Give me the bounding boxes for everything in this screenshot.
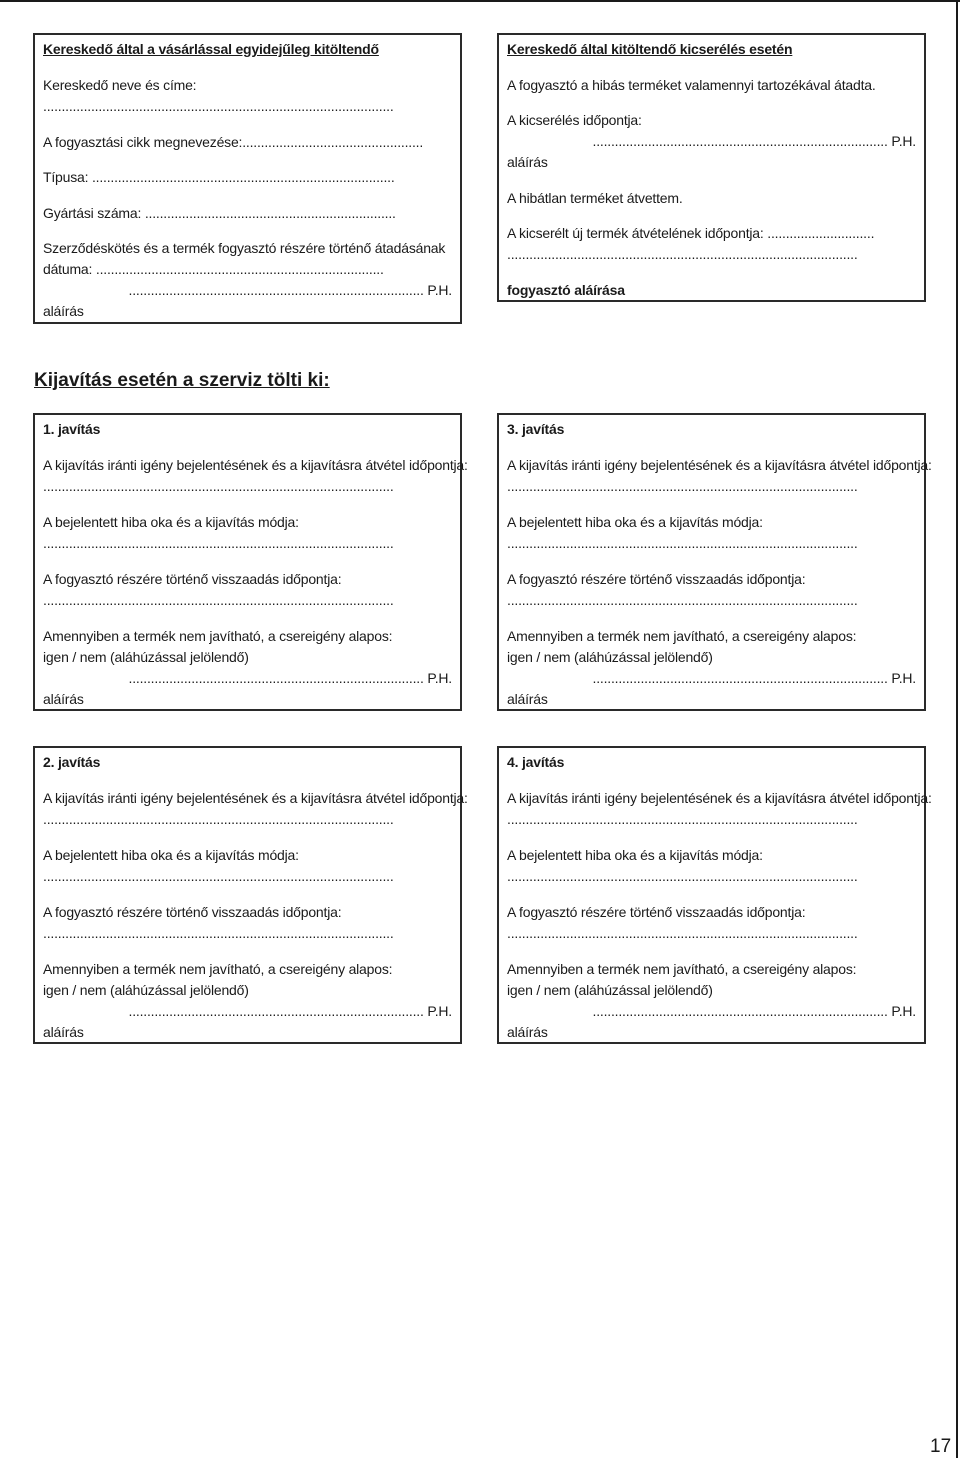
replacement-claim-label: Amennyiben a termék nem javítható, a csereigény alapos: xyxy=(507,628,857,644)
retailer-name-address-field[interactable]: ............................................................................................... xyxy=(43,98,394,114)
signature-label: aláírás xyxy=(43,1024,84,1040)
fault-cause-field[interactable]: ............................................................................................... xyxy=(43,535,394,551)
top-border-rule xyxy=(0,0,960,2)
return-date-field[interactable]: ............................................................................................... xyxy=(507,592,858,608)
stamp-line[interactable]: ................................................................................ P.H. xyxy=(128,670,452,686)
return-date-field[interactable]: ............................................................................................... xyxy=(43,925,394,941)
fault-cause-field[interactable]: ............................................................................................... xyxy=(43,868,394,884)
replacement-claim-label: Amennyiben a termék nem javítható, a csereigény alapos: xyxy=(43,628,393,644)
replacement-claim-label: Amennyiben a termék nem javítható, a csereigény alapos: xyxy=(507,961,857,977)
retailer-purchase-box xyxy=(33,33,462,324)
stamp-line[interactable]: ................................................................................ P.H. xyxy=(128,282,452,298)
signature-label: aláírás xyxy=(43,303,84,319)
service-section-title: Kijavítás esetén a szerviz tölti ki: xyxy=(34,370,330,391)
signature-label: aláírás xyxy=(507,691,548,707)
received-text: A hibátlan terméket átvettem. xyxy=(507,190,683,206)
fault-cause-label: A bejelentett hiba oka és a kijavítás módja: xyxy=(507,847,763,863)
fault-cause-field[interactable]: ............................................................................................... xyxy=(507,535,858,551)
signature-label: aláírás xyxy=(507,1024,548,1040)
request-date-label: A kijavítás iránti igény bejelentésének és a kijavításra átvétel időpontja: xyxy=(43,457,468,473)
retailer-exchange-box xyxy=(497,33,926,302)
request-date-label: A kijavítás iránti igény bejelentésének és a kijavításra átvétel időpontja: xyxy=(507,457,932,473)
return-date-label: A fogyasztó részére történő visszaadás időpontja: xyxy=(43,571,342,587)
fault-cause-label: A bejelentett hiba oka és a kijavítás módja: xyxy=(43,514,299,530)
repair-box-4 xyxy=(497,746,932,1044)
consumer-signature-field[interactable]: ............................................................................................... xyxy=(507,246,858,262)
request-date-label: A kijavítás iránti igény bejelentésének és a kijavításra átvétel időpontja: xyxy=(43,790,468,806)
request-date-field[interactable]: ............................................................................................... xyxy=(43,811,394,827)
serial-number-field[interactable]: Gyártási száma: .................................................................... xyxy=(43,205,396,221)
request-date-label: A kijavítás iránti igény bejelentésének és a kijavításra átvétel időpontja: xyxy=(507,790,932,806)
product-name-field[interactable]: A fogyasztási cikk megnevezése:................................................. xyxy=(43,134,424,150)
return-date-label: A fogyasztó részére történő visszaadás időpontja: xyxy=(43,904,342,920)
request-date-field[interactable]: ............................................................................................... xyxy=(43,478,394,494)
repair-title: 2. javítás xyxy=(43,754,101,770)
return-date-field[interactable]: ............................................................................................... xyxy=(43,592,394,608)
replacement-claim-label: Amennyiben a termék nem javítható, a csereigény alapos: xyxy=(43,961,393,977)
signature-label: aláírás xyxy=(43,691,84,707)
product-type-field[interactable]: Típusa: .................................................................................. xyxy=(43,169,395,185)
stamp-line[interactable]: ................................................................................ P.H. xyxy=(592,1003,916,1019)
request-date-field[interactable]: ............................................................................................... xyxy=(507,811,858,827)
yes-no-choice[interactable]: igen / nem (aláhúzással jelölendő) xyxy=(43,982,249,998)
stamp-line[interactable]: ................................................................................ P.H. xyxy=(128,1003,452,1019)
exchange-date-label: A kicserélés időpontja: xyxy=(507,112,642,128)
page-number: 17 xyxy=(930,1436,952,1457)
return-date-label: A fogyasztó részére történő visszaadás időpontja: xyxy=(507,904,806,920)
yes-no-choice[interactable]: igen / nem (aláhúzással jelölendő) xyxy=(43,649,249,665)
repair-box-3 xyxy=(497,413,932,711)
return-date-label: A fogyasztó részére történő visszaadás időpontja: xyxy=(507,571,806,587)
repair-title: 4. javítás xyxy=(507,754,565,770)
repair-box-2 xyxy=(33,746,468,1044)
right-border-rule xyxy=(956,0,958,1458)
retailer-purchase-heading: Kereskedő által a vásárlással egyidejűleg kitöltendő xyxy=(43,41,379,57)
fault-cause-label: A bejelentett hiba oka és a kijavítás módja: xyxy=(507,514,763,530)
contract-date-label: Szerződéskötés és a termék fogyasztó részére történő átadásának xyxy=(43,240,446,256)
consumer-signature-label: fogyasztó aláírása xyxy=(507,282,625,298)
retailer-exchange-heading: Kereskedő által kitöltendő kicserélés esetén xyxy=(507,41,793,57)
new-product-date-field[interactable]: A kicserélt új termék átvételének időpontja: ............................. xyxy=(507,225,875,241)
stamp-line[interactable]: ................................................................................ P.H. xyxy=(592,670,916,686)
retailer-name-address-label: Kereskedő neve és címe: xyxy=(43,77,197,93)
fault-cause-field[interactable]: ............................................................................................... xyxy=(507,868,858,884)
yes-no-choice[interactable]: igen / nem (aláhúzással jelölendő) xyxy=(507,649,713,665)
return-date-field[interactable]: ............................................................................................... xyxy=(507,925,858,941)
fault-cause-label: A bejelentett hiba oka és a kijavítás módja: xyxy=(43,847,299,863)
handed-over-text: A fogyasztó a hibás terméket valamennyi tartozékával átadta. xyxy=(507,77,876,93)
repair-title: 1. javítás xyxy=(43,421,101,437)
signature-label: aláírás xyxy=(507,154,548,170)
contract-date-field[interactable]: dátuma: .............................................................................. xyxy=(43,261,384,277)
request-date-field[interactable]: ............................................................................................... xyxy=(507,478,858,494)
repair-title: 3. javítás xyxy=(507,421,565,437)
stamp-line[interactable]: ................................................................................ P.H. xyxy=(592,133,916,149)
repair-box-1 xyxy=(33,413,468,711)
yes-no-choice[interactable]: igen / nem (aláhúzással jelölendő) xyxy=(507,982,713,998)
